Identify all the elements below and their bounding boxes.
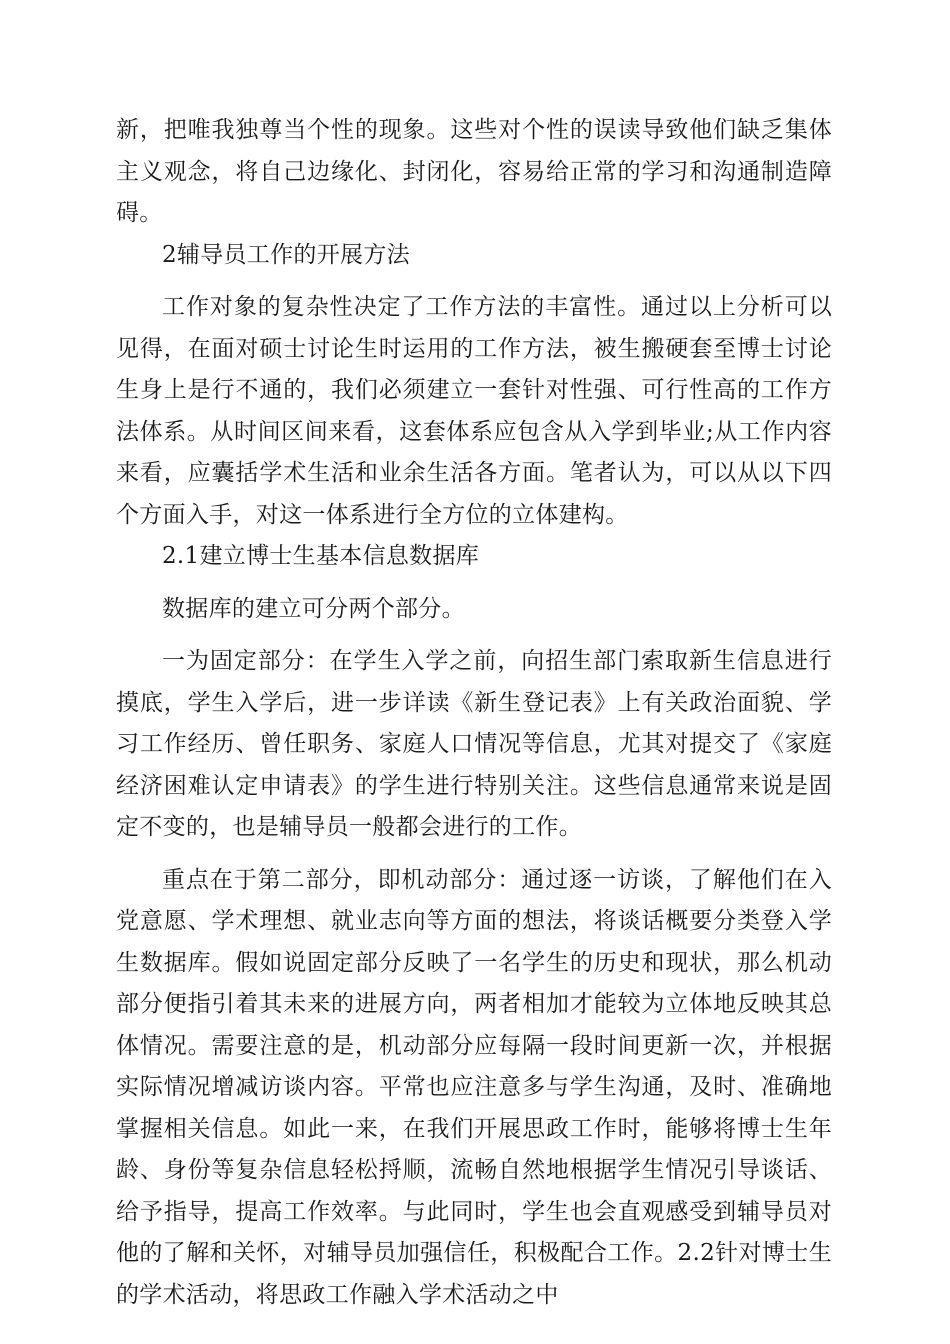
section-heading-2: 2辅导员工作的开展方法 [162, 241, 410, 268]
paragraph-dynamic-part: 重点在于第二部分，即机动部分：通过逐一访谈，了解他们在入党意愿、学术理想、就业志向等方面的想法，将谈话概要分类登入学生数据库。假如说固定部分反映了一名学生的历史和现状，那么机动部分便指引着其未来的进展方向，两者相加才能较为立体地反映其总体情况。需要注意的是，机动部分应每隔一段时间更新一次，并根据实际情况增减访谈内容。平常也应注意多与学生沟通，及时、准确地掌握相关信息。如此一来，在我们开展思政工作时，能够将博士生年龄、身份等复杂信息轻松捋顺，流畅自然地根据学生情况引导谈话、给予指导，提高工作效率。与此同时，学生也会直观感受到辅导员对他的了解和关怀，对辅导员加强信任，积极配合工作。2.2针对博士生的学术活动，将思政工作融入学术活动之中 [116, 866, 832, 1308]
paragraph-continuation: 新，把唯我独尊当个性的现象。这些对个性的误读导致他们缺乏集体主义观念，将自己边缘化、封闭化，容易给正常的学习和沟通制造障碍。 [116, 117, 832, 226]
document-body [116, 110, 832, 1316]
paragraph-methods-intro: 工作对象的复杂性决定了工作方法的丰富性。通过以上分析可以见得，在面对硕士讨论生时运用的工作方法，被生搬硬套至博士讨论生身上是行不通的，我们必须建立一套针对性强、可行性高的工作方法体系。从时间区间来看，这套体系应包含从入学到毕业;从工作内容来看，应囊括学术生活和业余生活各方面。笔者认为，可以从以下四个方面入手，对这一体系进行全方位的立体建构。 [116, 294, 832, 528]
section-heading-2-1: 2.1建立博士生基本信息数据库 [162, 543, 480, 569]
paragraph-database-parts: 数据库的建立可分两个部分。 [162, 595, 465, 622]
paragraph-fixed-part: 一为固定部分：在学生入学之前，向招生部门索取新生信息进行摸底，学生入学后，进一步详读《新生登记表》上有关政治面貌、学习工作经历、曾任职务、家庭人口情况等信息，尤其对提交了《家庭经济困难认定申请表》的学生进行特别关注。这些信息通常来说是固定不变的，也是辅导员一般都会进行的工作。 [116, 648, 832, 840]
